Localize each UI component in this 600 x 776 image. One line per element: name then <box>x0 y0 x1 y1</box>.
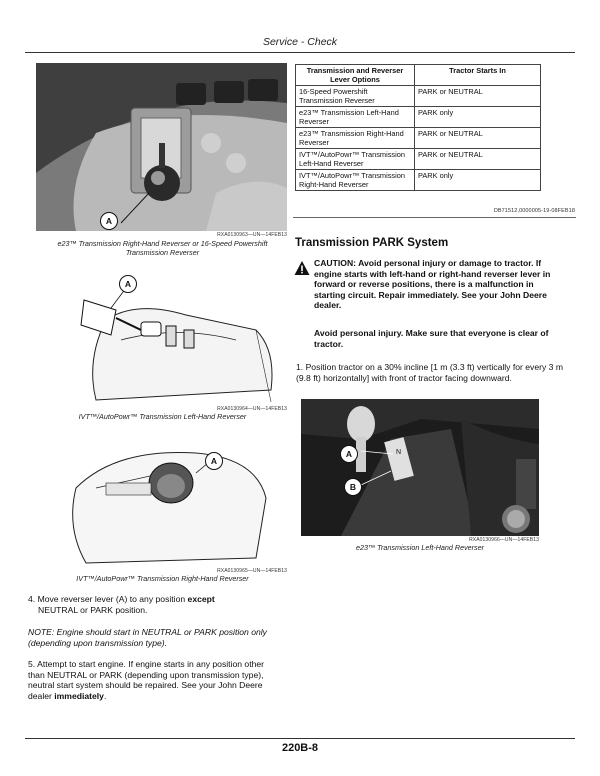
figure-3-ref: RXA0130965—UN—14FEB13 <box>217 568 287 574</box>
figure-2-ref: RXA0130964—UN—14FEB13 <box>217 406 287 412</box>
table-cell: IVT™/AutoPowr™ Transmission Left-Hand Reverser <box>296 149 415 170</box>
step-1-number: 1. <box>296 362 304 372</box>
callout-b: B <box>344 478 362 496</box>
callout-a: A <box>340 445 358 463</box>
table-header: Tractor Starts In <box>415 65 541 86</box>
table-cell: e23™ Transmission Left-Hand Reverser <box>296 107 415 128</box>
table-row <box>296 107 541 128</box>
footer-rule <box>25 738 575 739</box>
doc-ref: DB71512,0000005-19-08FEB18 <box>493 208 575 214</box>
step-1 <box>296 362 568 383</box>
step-4 <box>28 594 283 615</box>
figure-3-photo <box>36 428 287 566</box>
page-number: 220B-8 <box>281 742 319 754</box>
table-header: Transmission and Reverser Lever Options <box>296 65 415 86</box>
callout-a: A <box>100 212 118 230</box>
table-header-row <box>296 65 541 86</box>
table-cell: e23™ Transmission Right-Hand Reverser <box>296 128 415 149</box>
figure-4-photo <box>301 399 539 536</box>
figure-1-caption: e23™ Transmission Right-Hand Reverser or 16-Speed Powershift Transmission Reverser <box>57 239 268 257</box>
callout-a: A <box>119 275 137 293</box>
step-4-text: Move reverser lever (A) to any position <box>37 594 188 604</box>
step-5-emphasis: immediately <box>54 690 104 701</box>
step-4-emphasis: except <box>187 594 215 604</box>
e23-left-reverser-illustration <box>301 399 539 536</box>
section-title: Transmission PARK System <box>295 237 449 249</box>
ivt-right-reverser-illustration <box>36 428 287 566</box>
step-5-text: Attempt to start engine. If engine starts in any position other than NEUTRAL or PARK (depending upon transmission type), neutral start system should be repaired. See your John Deere dealer <box>28 659 265 701</box>
caution-text: CAUTION: Avoid personal injury or damage to tractor. If engine starts with left-hand or right-hand reverser lever in forward or reverse positions, there is a malfunction in starting circuit. Repair immediately. See your John Deere dealer. <box>314 258 551 311</box>
reverser-console-illustration <box>36 63 287 231</box>
figure-4-caption: e23™ Transmission Left-Hand Reverser <box>355 543 485 552</box>
table-cell: PARK or NEUTRAL <box>415 86 541 107</box>
step-5-end: . <box>103 690 107 701</box>
table-cell: 16-Speed Powershift Transmission Reverser <box>296 86 415 107</box>
step-5 <box>28 659 283 701</box>
table-row <box>296 149 541 170</box>
table-cell: PARK or NEUTRAL <box>415 128 541 149</box>
table-cell: PARK only <box>415 170 541 191</box>
table-row <box>296 128 541 149</box>
page-header: Service - Check <box>262 36 338 48</box>
table-cell: PARK only <box>415 107 541 128</box>
figure-2-photo <box>36 270 287 402</box>
figure-4-ref: RXA0130966—UN—14FEB13 <box>469 537 539 543</box>
caution-text-2: Avoid personal injury. Make sure that everyone is clear of tractor. <box>314 328 549 349</box>
figure-3-caption: IVT™/AutoPowr™ Transmission Right-Hand Reverser <box>76 574 249 583</box>
figure-2-caption: IVT™/AutoPowr™ Transmission Left-Hand Reverser <box>78 412 247 421</box>
step-1-text: Position tractor on a 30% incline [1 m (3.3 ft) vertically for every 3 m (9.8 ft) horizontally] with front of tractor facing downward. <box>296 362 563 383</box>
warning-icon <box>294 260 310 276</box>
ivt-left-reverser-illustration <box>36 270 287 402</box>
svg-text:N: N <box>396 449 402 456</box>
step-4-text-cont: NEUTRAL or PARK position. <box>38 604 148 615</box>
table-row <box>296 86 541 107</box>
figure-1-ref: RXA0130963—UN—14FEB13 <box>217 232 287 238</box>
header-rule <box>25 52 575 53</box>
table-row <box>296 170 541 191</box>
figure-1-photo <box>36 63 287 231</box>
step-4-number: 4. <box>28 594 36 604</box>
table-cell: PARK or NEUTRAL <box>415 149 541 170</box>
section-rule <box>293 217 576 218</box>
table-cell: IVT™/AutoPowr™ Transmission Right-Hand Reverser <box>296 170 415 191</box>
lever-options-table <box>295 64 541 191</box>
note: NOTE: Engine should start in NEUTRAL or PARK position only (depending upon transmission type). <box>28 627 267 648</box>
step-5-number: 5. <box>28 659 36 669</box>
callout-a: A <box>205 452 223 470</box>
